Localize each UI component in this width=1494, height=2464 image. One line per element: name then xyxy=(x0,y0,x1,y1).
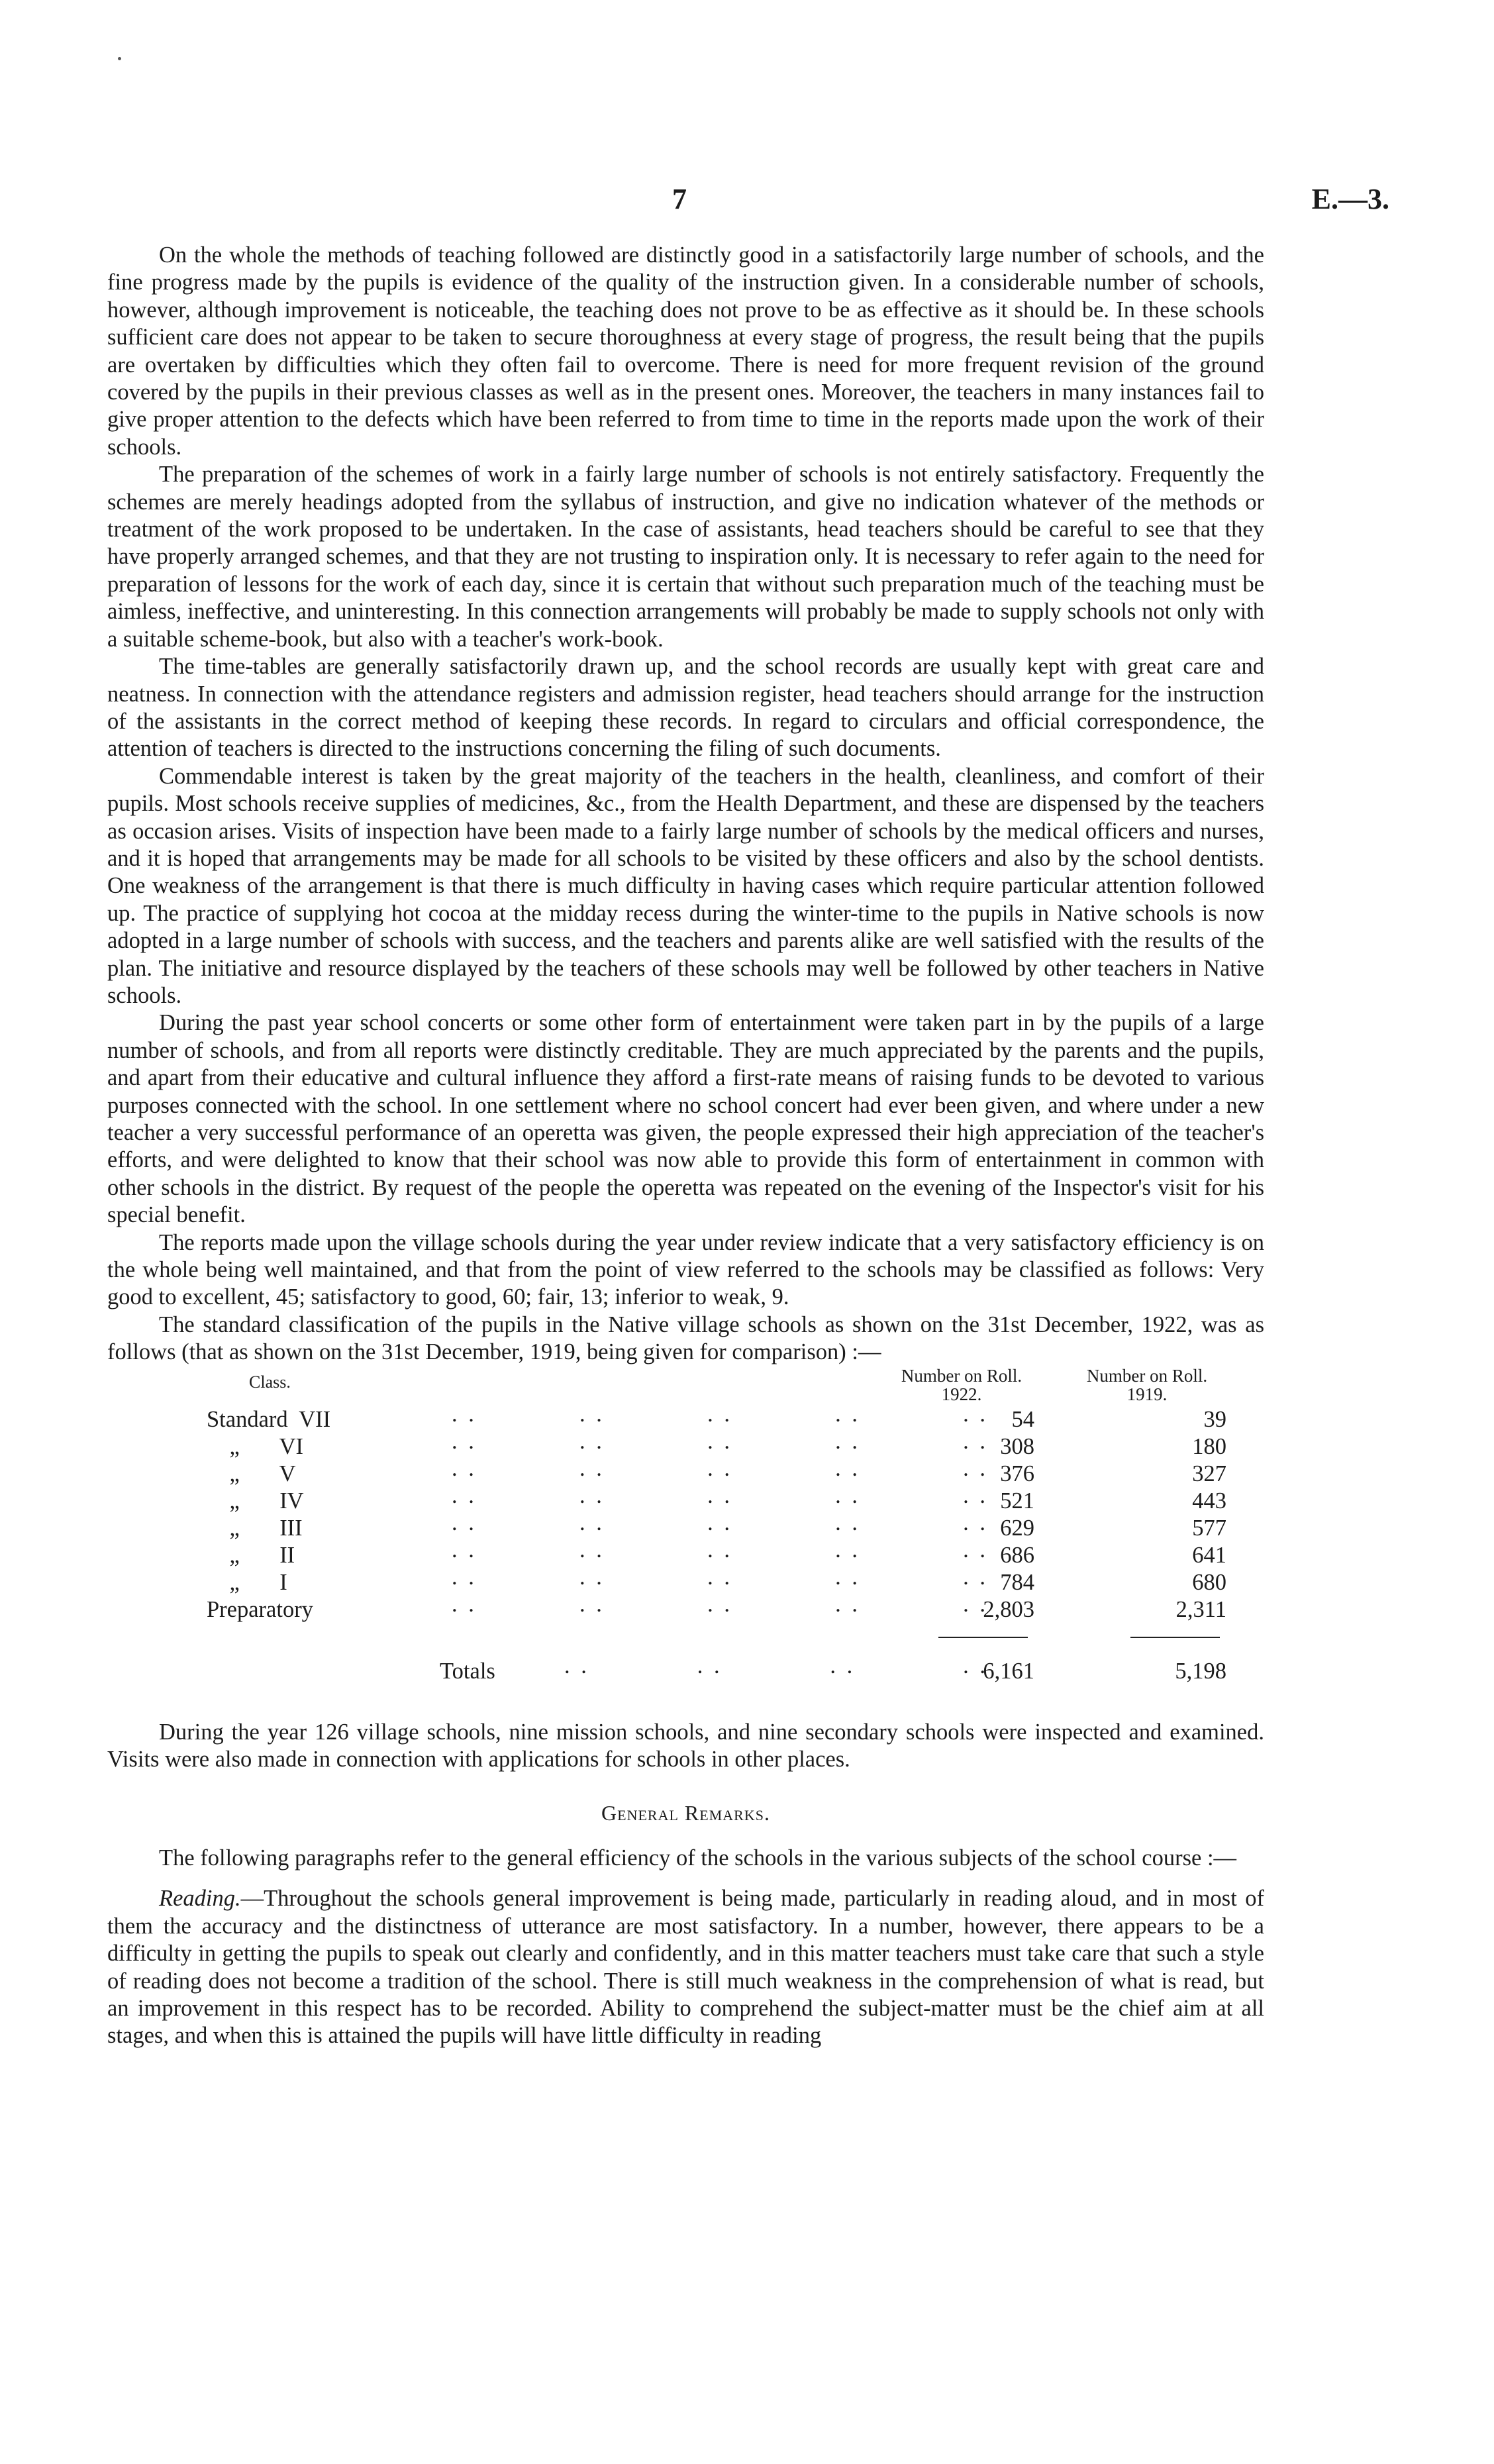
roll-1919: 680 xyxy=(1192,1569,1226,1595)
leader-dots: . . . . . . . . . . xyxy=(452,1455,988,1481)
class-label: Preparatory xyxy=(207,1596,313,1622)
table-header-1919 xyxy=(1061,1366,1233,1404)
paragraph-intro: The following paragraphs refer to the general efficiency of the schools in the various subjects of the school course :— xyxy=(159,1845,1237,1871)
totals-row xyxy=(107,1653,1264,1685)
table-header-1919-line2: 1919. xyxy=(1126,1384,1168,1404)
roll-1922: 308 xyxy=(1000,1433,1034,1459)
document-reference: E.—3. xyxy=(1311,183,1389,215)
leader-dots: . . . . . . . . . . xyxy=(452,1537,988,1563)
leader-dots: . . . . . . . . . . xyxy=(452,1564,988,1590)
roll-1922: 54 xyxy=(1011,1406,1034,1432)
table-row xyxy=(107,1591,1264,1623)
total-1919: 5,198 xyxy=(1175,1658,1226,1684)
paragraph-time-tables: The time-tables are generally satisfactorily drawn up, and the school records are usually kept with great care and neatness. In connection with the attendance registers and admission register, head teachers should arrange for the instruction of the assistants in the correct method of keeping these records. In regard to circulars and official correspondence, the attention of teachers is directed to the instructions concerning the filing of such documents. xyxy=(107,654,1264,762)
roll-1922: 629 xyxy=(1000,1515,1034,1541)
leader-dots: . . . . . . . . . . xyxy=(452,1428,988,1454)
roll-1919: 443 xyxy=(1192,1488,1226,1514)
table-header-1922-line1: Number on Roll. xyxy=(901,1365,1022,1386)
paragraph-reading xyxy=(107,1885,1264,2049)
classification-table xyxy=(107,1366,1264,1719)
class-label: „ IV xyxy=(207,1488,304,1514)
total-rule-1922 xyxy=(938,1637,1028,1638)
table-header-class: Class. xyxy=(249,1372,291,1392)
class-label: „ VI xyxy=(207,1433,303,1459)
roll-1922: 784 xyxy=(1000,1569,1034,1595)
class-label: „ I xyxy=(207,1569,287,1595)
totals-label: Totals xyxy=(440,1658,495,1684)
roll-1919: 577 xyxy=(1192,1515,1226,1541)
table-header-1922-line2: 1922. xyxy=(941,1384,982,1404)
leader-dots: . . . . . . . . xyxy=(564,1653,988,1678)
class-label: „ II xyxy=(207,1542,295,1568)
leader-dots: . . . . . . . . . . xyxy=(452,1510,988,1535)
roll-1922: 2,803 xyxy=(983,1596,1034,1622)
page-body xyxy=(107,242,1264,2050)
leader-dots: . . . . . . . . . . xyxy=(452,1401,988,1427)
class-label: „ III xyxy=(207,1515,303,1541)
section-heading: General Remarks. xyxy=(601,1801,770,1825)
leader-dots: . . . . . . . . . . xyxy=(452,1482,988,1508)
roll-1922: 521 xyxy=(1000,1488,1034,1514)
roll-1919: 327 xyxy=(1192,1461,1226,1486)
class-label: „ V xyxy=(207,1461,296,1486)
leader-dots: . . . . . . . . . . xyxy=(452,1591,988,1617)
paragraph-inspections: During the year 126 village schools, nine mission schools, and nine secondary schools were inspected and examined. Visits were also made in connection with applications for schools in other places. xyxy=(107,1719,1264,1772)
roll-1922: 686 xyxy=(1000,1542,1034,1568)
paragraph-schemes-of-work: The preparation of the schemes of work in a fairly large number of schools is not entirely satisfactory. Frequently the schemes are merely headings adopted from the syllabus of instruction, and give no indication whatever of the methods or treatment of the work proposed to be undertaken. In the case of assistants, head teachers should be careful to see that they have properly arranged schemes, and that they are not trusting to inspiration only. It is necessary to refer again to the need for preparation of lessons for the work of each day, since it is certain that without such preparation much of the teaching must be aimless, ineffective, and uninteresting. In this connection arrangements will probably be made to supply schools not only with a suitable scheme-book, but also with a teacher's work-book. xyxy=(107,462,1264,652)
reading-text: —Throughout the schools general improvement is being made, particularly in reading aloud, and in most of them the accuracy and the distinctness of utterance are most satisfactory. In a number, however, there appears to be a difficulty in getting the pupils to speak out clearly and confidently, and in this matter teachers must take care that such a style of reading does not become a tradition of the school. There is still much weakness in the comprehension of what is read, but an improvement in this respect has to be recorded. Ability to comprehend the subject-matter must be the chief aim at all stages, and when this is attained the pupils will have little difficulty in reading xyxy=(107,1886,1264,2049)
paragraph-village-reports: The reports made upon the village schools during the year under review indicate that a very satisfactory efficiency is on the whole being well maintained, and that from the point of view referred to the schools may be classified as follows: Very good to excellent, 45; satisfactory to good, 60; fair, 13; inferior to weak, 9. xyxy=(107,1229,1264,1310)
class-label: Standard VII xyxy=(207,1406,331,1432)
paragraph-concerts: During the past year school concerts or some other form of entertainment were taken part in by the pupils of a large number of schools, and from all reports were distinctly creditable. They are much appreciated by the parents and the pupils, and apart from their educative and cultural influence they afford a first-rate means of raising funds to be devoted to various purposes connected with the school. In one settlement where no school concert had ever been given, and where under a new teacher a very successful performance of an operetta was given, the people expressed their high appreciation of the teacher's efforts, and were delighted to know that their school was now able to provide this form of entertainment in common with other schools in the district. By request of the people the operetta was repeated on the evening of the Inspector's visit for his special benefit. xyxy=(107,1010,1264,1228)
page-number: 7 xyxy=(672,183,687,215)
roll-1922: 376 xyxy=(1000,1461,1034,1486)
paragraph-teaching-methods: On the whole the methods of teaching followed are distinctly good in a satisfactorily large number of schools, and the fine progress made by the pupils is evidence of the quality of the instruction given. In a considerable number of schools, however, although improvement is noticeable, the teaching does not prove to be as effective as it should be. In these schools sufficient care does not appear to be taken to secure thoroughness at every stage of progress, the result being that the pupils are overtaken by difficulties which they often fail to overcome. There is need for more frequent revision of the ground covered by the pupils in their previous classes as well as in the present ones. Moreover, the teachers in many instances fail to give proper attention to the defects which have been referred to from time to time in the reports made upon the work of their schools. xyxy=(107,242,1264,460)
stray-mark xyxy=(118,57,121,60)
roll-1919: 180 xyxy=(1192,1433,1226,1459)
total-1922: 6,161 xyxy=(983,1658,1034,1684)
roll-1919: 39 xyxy=(1203,1406,1226,1432)
page-header xyxy=(0,182,1494,229)
table-header-1919-line1: Number on Roll. xyxy=(1086,1365,1208,1386)
paragraph-health: Commendable interest is taken by the great majority of the teachers in the health, cleanliness, and comfort of their pupils. Most schools receive supplies of medicines, &c., from the Health Department, and these are dispensed by the teachers as occasion arises. Visits of inspection have been made to a fairly large number of schools by the medical officers and nurses, and it is hoped that arrangements may be made for all schools to be visited by these officers and also by the school dentists. One weakness of the arrangement is that there is much difficulty in having cases which require particular attention followed up. The practice of supplying hot cocoa at the midday recess during the winter-time to the pupils in Native schools is now adopted in a large number of schools with success, and the teachers and parents alike are well satisfied with the results of the plan. The initiative and resource displayed by the teachers of these schools may well be followed by other teachers in Native schools. xyxy=(107,763,1264,1008)
table-header-1922 xyxy=(875,1366,1048,1404)
paragraph-classification: The standard classification of the pupils in the Native village schools as shown on the 31st December, 1922, was as follows (that as shown on the 31st December, 1919, being given for comparison) :— xyxy=(107,1311,1264,1365)
roll-1919: 2,311 xyxy=(1175,1596,1226,1622)
reading-label: Reading. xyxy=(159,1886,241,1912)
roll-1919: 641 xyxy=(1192,1542,1226,1568)
total-rule-1919 xyxy=(1130,1637,1220,1638)
